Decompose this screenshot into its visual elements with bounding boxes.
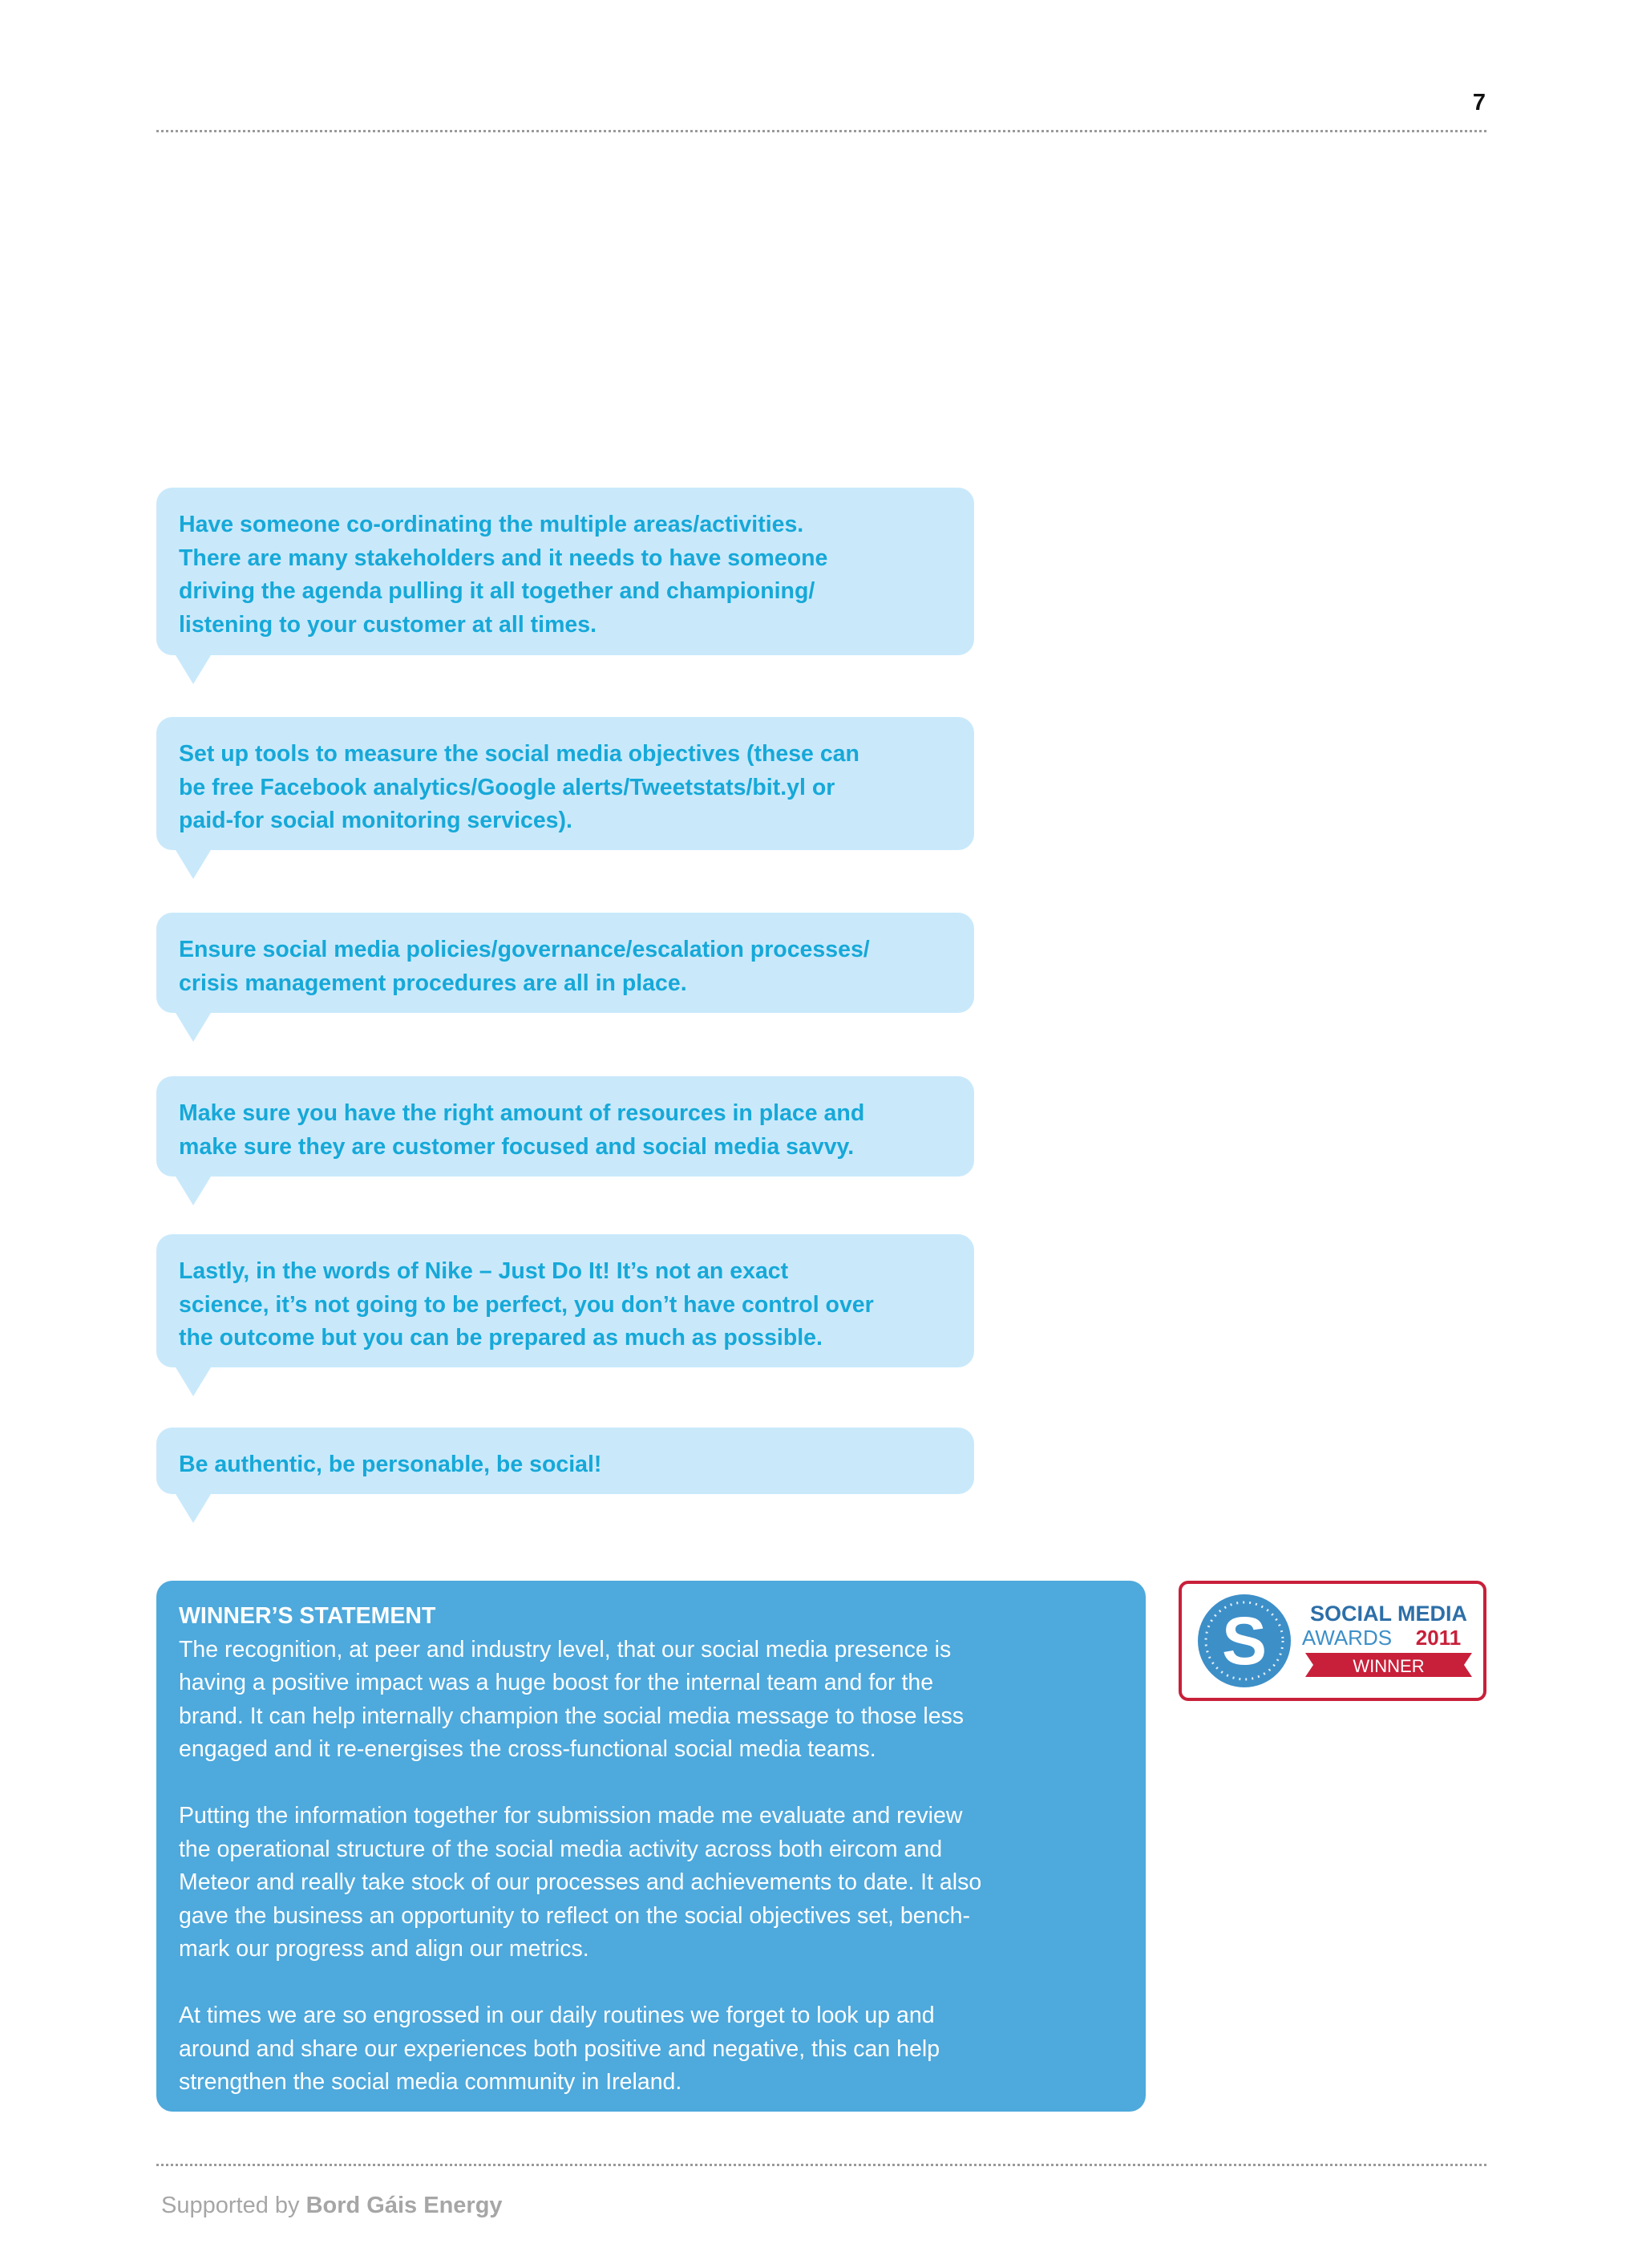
statement-line: Putting the information together for submission made me evaluate and review [179, 1803, 963, 1829]
tip-bubble [156, 717, 974, 850]
tip-line: the outcome but you can be prepared as much as possible. [179, 1325, 823, 1351]
tip-bubble [156, 1076, 974, 1177]
tip-bubble [156, 488, 974, 655]
tip-line: driving the agenda pulling it all together and championing/ [179, 578, 815, 604]
statement-line: strengthen the social media community in Ireland. [179, 2069, 682, 2095]
tip-bubble [156, 913, 974, 1013]
badge-monogram: S [1221, 1603, 1268, 1679]
tip-line: Make sure you have the right amount of resources in place and [179, 1100, 865, 1126]
winner-statement-heading: WINNER’S STATEMENT [179, 1603, 436, 1629]
statement-line: engaged and it re-energises the cross-functional social media teams. [179, 1736, 876, 1762]
statement-line: around and share our experiences both positive and negative, this can help [179, 2035, 940, 2062]
page-number: 7 [1472, 90, 1486, 115]
badge-year: 2011 [1415, 1626, 1462, 1650]
statement-line: Meteor and really take stock of our processes and achievements to date. It also [179, 1869, 982, 1895]
tip-line: science, it’s not going to be perfect, you don’t have control over [179, 1291, 874, 1318]
tip-line: Ensure social media policies/governance/escalation processes/ [179, 937, 870, 962]
tip-line: Be authentic, be personable, be social! [179, 1452, 602, 1477]
tip-bubble [156, 1234, 974, 1367]
statement-line: the operational structure of the social media activity across both eircom and [179, 1836, 943, 1862]
tip-line: Lastly, in the words of Nike – Just Do It! It’s not an exact [179, 1258, 789, 1284]
badge-awards-word: AWARDS [1301, 1626, 1393, 1650]
statement-line: mark our progress and align our metrics. [179, 1936, 589, 1962]
winner-statement-paragraph [179, 1800, 1123, 1966]
tip-bubble [156, 1428, 974, 1494]
winner-statement-paragraph [179, 1999, 1123, 2100]
tip-line: listening to your customer at all times. [179, 611, 597, 638]
statement-line: gave the business an opportunity to reflect on the social objectives set, bench- [179, 1902, 971, 1929]
tip-line: crisis management procedures are all in place. [179, 970, 687, 996]
statement-line: brand. It can help internally champion the social media message to those less [179, 1703, 965, 1729]
awards-logo [1182, 1584, 1483, 1698]
tip-line: be free Facebook analytics/Google alerts/Tweetstats/bit.yl or [179, 774, 835, 800]
tip-line: make sure they are customer focused and social media savvy. [179, 1133, 855, 1160]
tip-line: There are many stakeholders and it needs to have someone [179, 545, 828, 571]
footer-prefix: Supported by [161, 2193, 300, 2218]
statement-line: The recognition, at peer and industry level, that our social media presence is [179, 1636, 952, 1663]
tip-line: Set up tools to measure the social media objectives (these can [179, 741, 859, 767]
header-divider [156, 130, 1486, 132]
badge-title: SOCIAL MEDIA [1309, 1602, 1468, 1626]
footer-brand: Bord Gáis Energy [305, 2193, 503, 2218]
tip-line: paid-for social monitoring services). [179, 808, 572, 833]
social-media-awards-badge [1179, 1581, 1486, 1701]
footer [161, 2193, 503, 2219]
badge-ribbon-label: WINNER [1353, 1656, 1425, 1676]
winner-statement-paragraph [179, 1634, 1123, 1767]
footer-divider [156, 2164, 1486, 2166]
statement-line: having a positive impact was a huge boost for the internal team and for the [179, 1670, 934, 1695]
winner-statement-box [156, 1581, 1146, 2112]
statement-line: At times we are so engrossed in our daily routines we forget to look up and [179, 2003, 935, 2028]
tip-line: Have someone co-ordinating the multiple areas/activities. [179, 512, 804, 537]
